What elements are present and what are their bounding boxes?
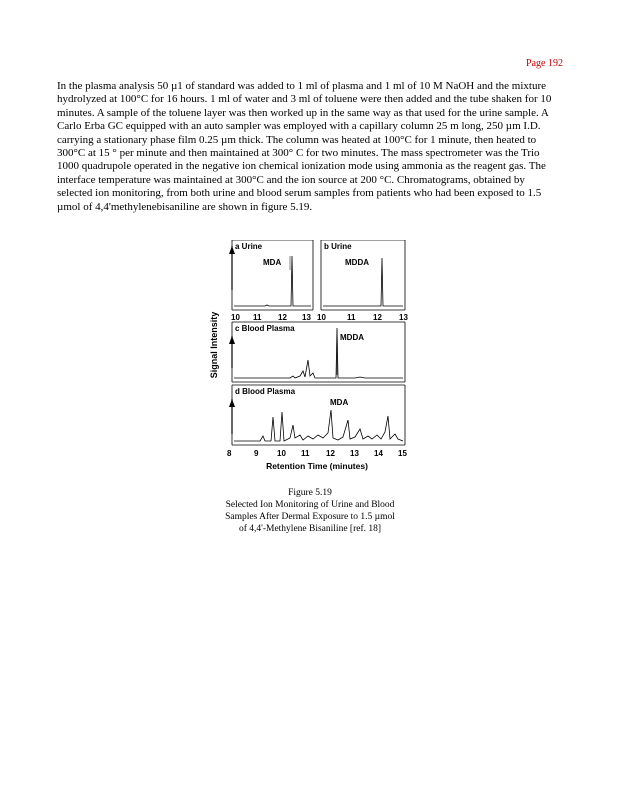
panel-d-label: d Blood Plasma <box>235 387 296 396</box>
panel-d-trace <box>234 410 403 441</box>
panel-d-tick-15: 15 <box>398 449 407 458</box>
chromatogram-figure <box>205 240 420 480</box>
panel-a-label: a Urine <box>235 242 263 251</box>
body-paragraph: In the plasma analysis 50 µ1 of standard was added to 1 ml of plasma and 1 ml of 10 M NaOH and the mixture hydrolyzed at 100°C for 16 hours. 1 ml of water and 3 ml of toluene were then added and the tube shaken for 10 minutes. A sample of the toluene layer was then worked up in the same way as that used for the urine sample. A Carlo Erba GC equipped with an auto sampler was employed with a capillary column 25 m long, 250 µm I.D. carrying a stationary phase film 0.25 µm thick. The column was heated at 100°C for 1 minute, then heated to 300°C at 15 ° per minute and then maintained at 300° C for two minutes. The mass spectrometer was the Trio 1000 quadrupole operated in the negative ion chemical ionization mode using ammonia as the reagent gas. The interface temperature was maintained at 300°C and the ion source at 200 °C. Chromatograms, obtained by selected ion monitoring, from both urine and blood serum samples from patients who had been exposed to 1.5 µmol of 4,4'methylenebisaniline are shown in figure 5.19. <box>57 80 552 213</box>
panel-b-tick-13: 13 <box>399 313 408 322</box>
panel-c <box>229 322 405 382</box>
figure-caption <box>180 487 440 535</box>
panel-a-tick-13: 13 <box>302 313 311 322</box>
panel-b-tick-11: 11 <box>347 313 356 322</box>
panel-d-tick-13: 13 <box>350 449 359 458</box>
caption-line-3: Samples After Dermal Exposure to 1.5 µmol <box>225 512 395 522</box>
y-axis-label: Signal Intensity <box>209 311 219 379</box>
panel-d-tick-9: 9 <box>254 449 259 458</box>
x-axis-label: Retention Time (minutes) <box>266 461 368 471</box>
panel-d-tick-14: 14 <box>374 449 383 458</box>
panel-d-peak-label: MDA <box>330 398 349 407</box>
panel-c-peak-label: MDDA <box>340 333 364 342</box>
chromatogram-svg <box>205 240 420 480</box>
panel-c-trace <box>234 328 403 378</box>
panel-a-tick-10: 10 <box>231 313 240 322</box>
panel-a-tick-11: 11 <box>253 313 262 322</box>
panel-d-tick-8: 8 <box>227 449 232 458</box>
panel-b <box>317 240 408 322</box>
panel-b-tick-10: 10 <box>317 313 326 322</box>
caption-line-4: of 4,4'-Methylene Bisaniline [ref. 18] <box>238 524 382 534</box>
panel-c-label: c Blood Plasma <box>235 324 295 333</box>
panel-b-label: b Urine <box>324 242 352 251</box>
panel-a <box>229 240 313 322</box>
panel-b-peak-label: MDDA <box>345 258 369 267</box>
caption-line-2: Selected Ion Monitoring of Urine and Blood <box>225 500 395 510</box>
panel-a-tick-12: 12 <box>278 313 287 322</box>
caption-line-1: Figure 5.19 <box>288 488 332 498</box>
panel-d-tick-10: 10 <box>277 449 286 458</box>
panel-d-tick-11: 11 <box>301 449 310 458</box>
page-number: Page 192 <box>526 58 563 69</box>
panel-d <box>227 385 407 458</box>
panel-d-tick-12: 12 <box>326 449 335 458</box>
panel-b-tick-12: 12 <box>373 313 382 322</box>
panel-a-peak-label: MDA <box>263 258 282 267</box>
